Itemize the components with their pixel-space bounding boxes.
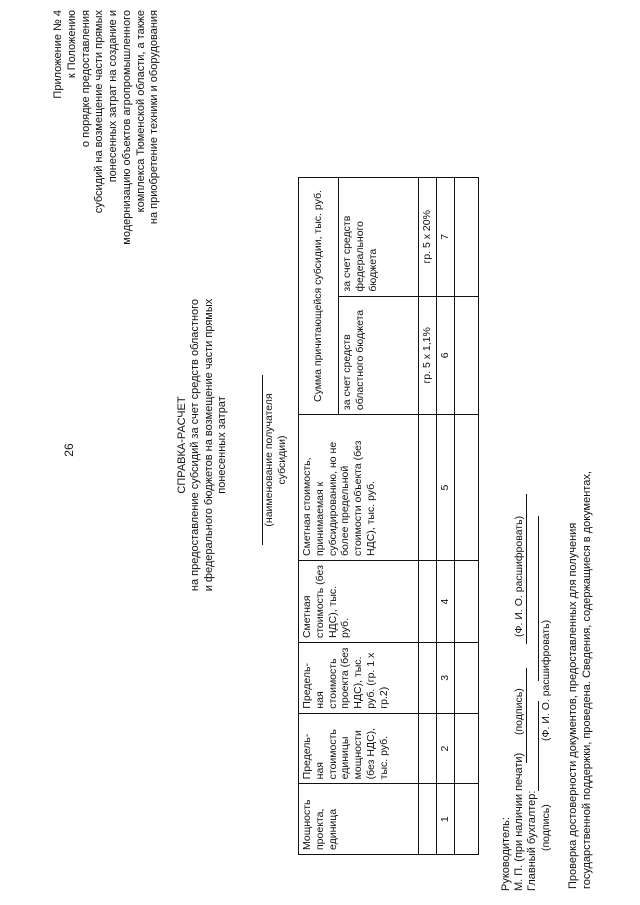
accountant-name-line[interactable] bbox=[538, 516, 539, 681]
note-line: Проверка достоверности документов, предоставленных для получения bbox=[567, 522, 579, 889]
data-cell[interactable] bbox=[455, 560, 479, 642]
formula-cell bbox=[419, 560, 437, 642]
head-name-caption: (Ф. И. О. расшифровать) bbox=[513, 515, 525, 637]
head-signature-caption: (подпись) bbox=[513, 688, 525, 735]
subsidy-calculation-table bbox=[298, 177, 479, 855]
data-cell[interactable] bbox=[455, 415, 479, 561]
column-number: 2 bbox=[437, 713, 455, 784]
data-cell[interactable] bbox=[455, 713, 479, 784]
recipient-caption: (наименование получателя субсидии) bbox=[263, 393, 288, 527]
formula-regional: гр. 5 х 1,1% bbox=[419, 296, 437, 415]
column-number: 1 bbox=[437, 784, 455, 855]
column-number: 7 bbox=[437, 178, 455, 297]
page-number: 26 bbox=[62, 443, 76, 457]
title-line: понесенных затрат bbox=[216, 396, 229, 494]
header-subsidy-sum: Сумма причитающейся субсидии, тыс. руб. bbox=[299, 178, 339, 415]
header-project-cost: Предель-ная стоимость проекта (без НДС), тыс. руб. (гр. 1 x гр.2) bbox=[299, 643, 419, 714]
formula-federal: гр. 5 х 20% bbox=[419, 178, 437, 297]
header-estimate-cost: Сметная стоимость (без НДС), тыс. руб. bbox=[299, 560, 419, 642]
appendix-line: Приложение № 4 bbox=[52, 10, 64, 99]
data-cell[interactable] bbox=[455, 643, 479, 714]
appendix-line: понесенных затрат на создание и bbox=[107, 10, 119, 183]
appendix-line: модернизацию объектов агропромышленного bbox=[120, 10, 133, 245]
data-cell[interactable] bbox=[455, 296, 479, 415]
formula-cell bbox=[419, 713, 437, 784]
title-line: на предоставление субсидий за счет средств областного bbox=[189, 298, 202, 592]
verification-note bbox=[566, 269, 595, 889]
formula-cell bbox=[419, 415, 437, 561]
document-title bbox=[176, 285, 230, 605]
appendix-line: к Положению bbox=[65, 10, 78, 79]
appendix-line: субсидий на возмещение части прямых bbox=[93, 10, 106, 214]
accountant-signature-line[interactable] bbox=[538, 701, 539, 791]
formula-cell bbox=[419, 643, 437, 714]
data-cell[interactable] bbox=[455, 178, 479, 297]
header-federal-budget: за счет средств федерального бюджета bbox=[339, 178, 419, 297]
appendix-line: на приобретение техники и оборудования bbox=[148, 10, 161, 225]
header-accepted-cost: Сметная стоимость, принимаемая к субсидированию, но не более предельной стоимости объекта (без НДС), тыс. руб. bbox=[299, 415, 419, 561]
data-cell[interactable] bbox=[455, 784, 479, 855]
accountant-signature-caption: (подпись) bbox=[540, 804, 552, 851]
accountant-name-caption: (Ф. И. О. расшифровать) bbox=[540, 619, 552, 741]
column-number: 6 bbox=[437, 296, 455, 415]
stamp-label: М. П. (при наличии печати) bbox=[513, 752, 525, 891]
accountant-label: Главный бухгалтер: bbox=[526, 790, 538, 891]
appendix-reference bbox=[52, 10, 162, 250]
appendix-line: комплекса Тюменской области, а также bbox=[134, 10, 147, 213]
title-line: и федерального бюджетов на возмещение части прямых bbox=[202, 298, 215, 592]
title-heading: СПРАВКА-РАСЧЕТ bbox=[176, 396, 188, 494]
note-line: государственной поддержки, проведена. Сведения, содержащиеся в документах, bbox=[581, 471, 594, 889]
head-label: Руководитель: bbox=[500, 817, 512, 891]
header-capacity: Мощность проекта, единица bbox=[299, 784, 419, 855]
head-signature-line[interactable] bbox=[526, 668, 527, 763]
header-regional-budget: за счет средств областного бюджета bbox=[339, 296, 419, 415]
formula-cell bbox=[419, 784, 437, 855]
column-number: 5 bbox=[437, 415, 455, 561]
header-unit-cost: Предель-ная стоимость единицы мощности (без НДС), тыс. руб. bbox=[299, 713, 419, 784]
column-number: 3 bbox=[437, 643, 455, 714]
head-name-line[interactable] bbox=[526, 494, 527, 644]
column-number: 4 bbox=[437, 560, 455, 642]
appendix-line: о порядке предоставления bbox=[79, 10, 92, 148]
